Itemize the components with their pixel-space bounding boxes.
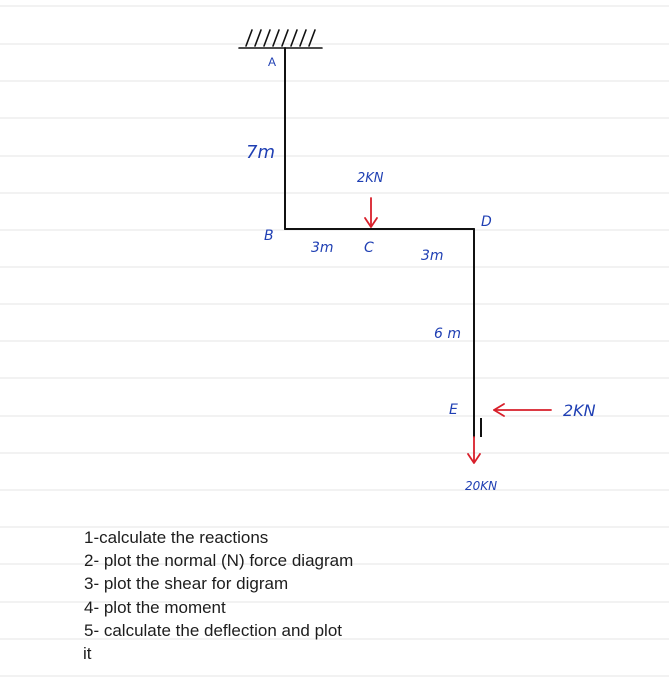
task-item-3: 3- plot the shear for digram [84,574,289,594]
label-B: B [264,228,274,244]
horizontal-load-at-E [494,404,551,416]
load-label-E-horizontal: 2KN [563,401,596,420]
task-list [84,526,644,665]
length-BC: 3m [311,240,334,256]
fixed-support-A [239,30,322,48]
length-DE: 6 m [434,326,461,342]
load-label-E-vertical: 20KN [465,479,498,493]
label-A: A [268,55,277,69]
load-label-C: 2KN [357,171,384,186]
label-C: C [364,240,374,256]
label-E: E [449,402,458,418]
task-item-1: 1-calculate the reactions [84,528,269,547]
length-AB: 7m [246,142,275,163]
task-item-2: 2- plot the normal (N) force diagram [84,551,354,571]
task-item-4: 4- plot the moment [84,597,226,617]
task-item-5: 5- calculate the deflection and plot it [83,620,343,664]
length-CD: 3m [421,248,444,264]
load-at-C [365,198,377,227]
vertical-load-at-E [468,437,480,463]
label-D: D [481,214,492,230]
